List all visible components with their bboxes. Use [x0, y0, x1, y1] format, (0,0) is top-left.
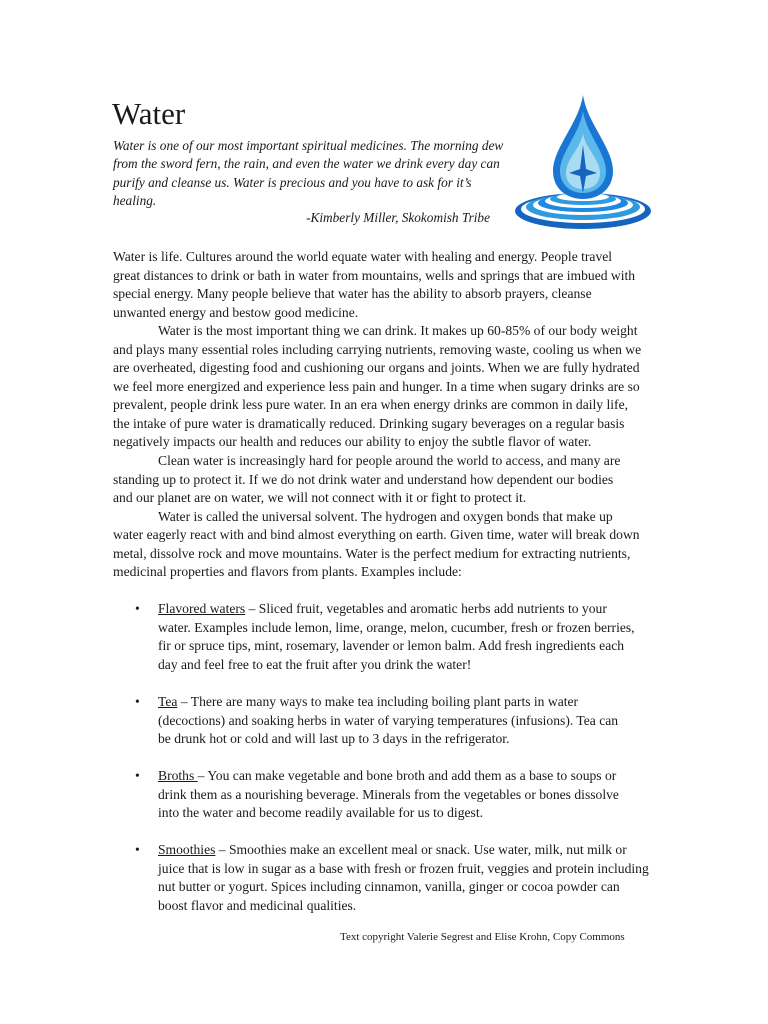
paragraph-line: Water is the most important thing we can drink. It makes up 60-85% of our body weight: [158, 323, 638, 339]
list-item-line: be drunk hot or cold and will last up to 3 days in the refrigerator.: [158, 731, 510, 747]
paragraph: [113, 452, 673, 508]
quote-line: Water is one of our most important spiritual medicines. The morning dew: [113, 138, 504, 153]
epigraph-quote: [113, 137, 503, 210]
water-drop-ripples-icon: [513, 93, 653, 233]
quote-attribution: -Kimberly Miller, Skokomish Tribe: [306, 210, 490, 225]
list-item: [113, 767, 673, 823]
list-item-label: Flavored waters: [158, 601, 246, 617]
list-item-label: Broths: [158, 768, 198, 784]
paragraph-line: special energy. Many people believe that water has the ability to absorb prayers, cleanse: [113, 286, 592, 302]
paragraph-line: Water is called the universal solvent. The hydrogen and oxygen bonds that make up: [158, 508, 613, 524]
list-item-first-line: [158, 767, 673, 786]
page-title: Water: [112, 96, 186, 131]
list-item-line: drink them as a nourishing beverage. Minerals from the vegetables or bones dissolve: [158, 786, 619, 802]
bullet-icon: •: [135, 601, 140, 617]
list-item-text: – Sliced fruit, vegetables and aromatic herbs add nutrients to your: [245, 601, 607, 617]
paragraph: [113, 248, 673, 322]
list-item-line: water. Examples include lemon, lime, orange, melon, cucumber, fresh or frozen berries,: [158, 619, 635, 635]
paragraph-line: standing up to protect it. If we do not drink water and understand how dependent our bodies: [113, 471, 614, 487]
paragraph: [113, 322, 673, 452]
list-item-first-line: [158, 841, 673, 860]
list-item-text: – There are many ways to make tea including boiling plant parts in water: [177, 694, 579, 710]
paragraph-line: medicinal properties and flavors from plants. Examples include:: [113, 564, 462, 580]
list-item-line: boost flavor and medicinal qualities.: [158, 897, 357, 913]
list-item: [113, 600, 673, 674]
paragraph-line: are overheated, digesting food and cushioning our organs and joints. When we are fully hydrated: [113, 360, 640, 376]
paragraph-line: Clean water is increasingly hard for people around the world to access, and many are: [158, 453, 621, 469]
list-item-first-line: [158, 600, 673, 619]
paragraph-line: the intake of pure water is dramatically reduced. Drinking sugary beverages on a regular basis: [113, 415, 625, 431]
paragraph: [113, 508, 673, 582]
bullet-icon: •: [135, 768, 140, 784]
copyright-footer: Text copyright Valerie Segrest and Elise Krohn, Copy Commons: [340, 931, 625, 943]
quote-line: healing.: [113, 192, 157, 208]
list-item: [113, 693, 673, 749]
quote-line: purify and cleanse us. Water is precious and you have to ask for it’s: [113, 174, 472, 190]
list-item: [113, 841, 673, 915]
paragraph-line: great distances to drink or bath in water from mountains, wells and springs that are imbued with: [113, 267, 636, 283]
quote-line: from the sword fern, the rain, and even the water we drink every day can: [113, 156, 500, 172]
paragraph-line: metal, dissolve rock and move mountains. Water is the perfect medium for extracting nutrients,: [113, 545, 631, 561]
list-item-line: into the water and become readily available for us to digest.: [158, 805, 484, 821]
list-item-line: nut butter or yogurt. Spices including cinnamon, vanilla, ginger or cocoa powder can: [158, 879, 620, 895]
bullet-icon: •: [135, 694, 140, 710]
list-item-label: Tea: [158, 694, 178, 710]
list-item-text: – You can make vegetable and bone broth and add them as a base to soups or: [197, 768, 617, 784]
paragraph-line: negatively impacts our health and reduces our ability to enjoy the subtle flavor of water.: [113, 434, 592, 450]
bullet-icon: •: [135, 842, 140, 858]
list-item-line: (decoctions) and soaking herbs in water of varying temperatures (infusions). Tea can: [158, 712, 619, 728]
document-body: [113, 248, 673, 934]
list-item-line: juice that is low in sugar as a base with fresh or frozen fruit, veggies and protein including: [158, 860, 649, 876]
paragraph-line: and plays many essential roles including carrying nutrients, removing waste, cooling us when we: [113, 341, 642, 357]
list-item-first-line: [158, 693, 673, 712]
list-item-text: – Smoothies make an excellent meal or snack. Use water, milk, nut milk or: [215, 842, 627, 858]
paragraph-line: prevalent, people drink less pure water. In an era when energy drinks are common in daily life,: [113, 397, 629, 413]
paragraph-line: and our planet are on water, we will not connect with it or fight to protect it.: [113, 490, 527, 506]
list-item-line: day and feel free to eat the fruit after you drink the water!: [158, 656, 472, 672]
example-list: [113, 600, 673, 915]
paragraph-line: we feel more energized and experience less pain and hunger. In a time when sugary drinks are so: [113, 378, 640, 394]
paragraph-line: Water is life. Cultures around the world equate water with healing and energy. People travel: [113, 249, 613, 264]
paragraph-line: water eagerly react with and bind almost everything on earth. Given time, water will break down: [113, 527, 640, 543]
list-item-line: fir or spruce tips, mint, rosemary, lavender or lemon balm. Add fresh ingredients each: [158, 638, 625, 654]
list-item-label: Smoothies: [158, 842, 216, 858]
paragraph-line: unwanted energy and bestow good medicine.: [113, 304, 359, 320]
